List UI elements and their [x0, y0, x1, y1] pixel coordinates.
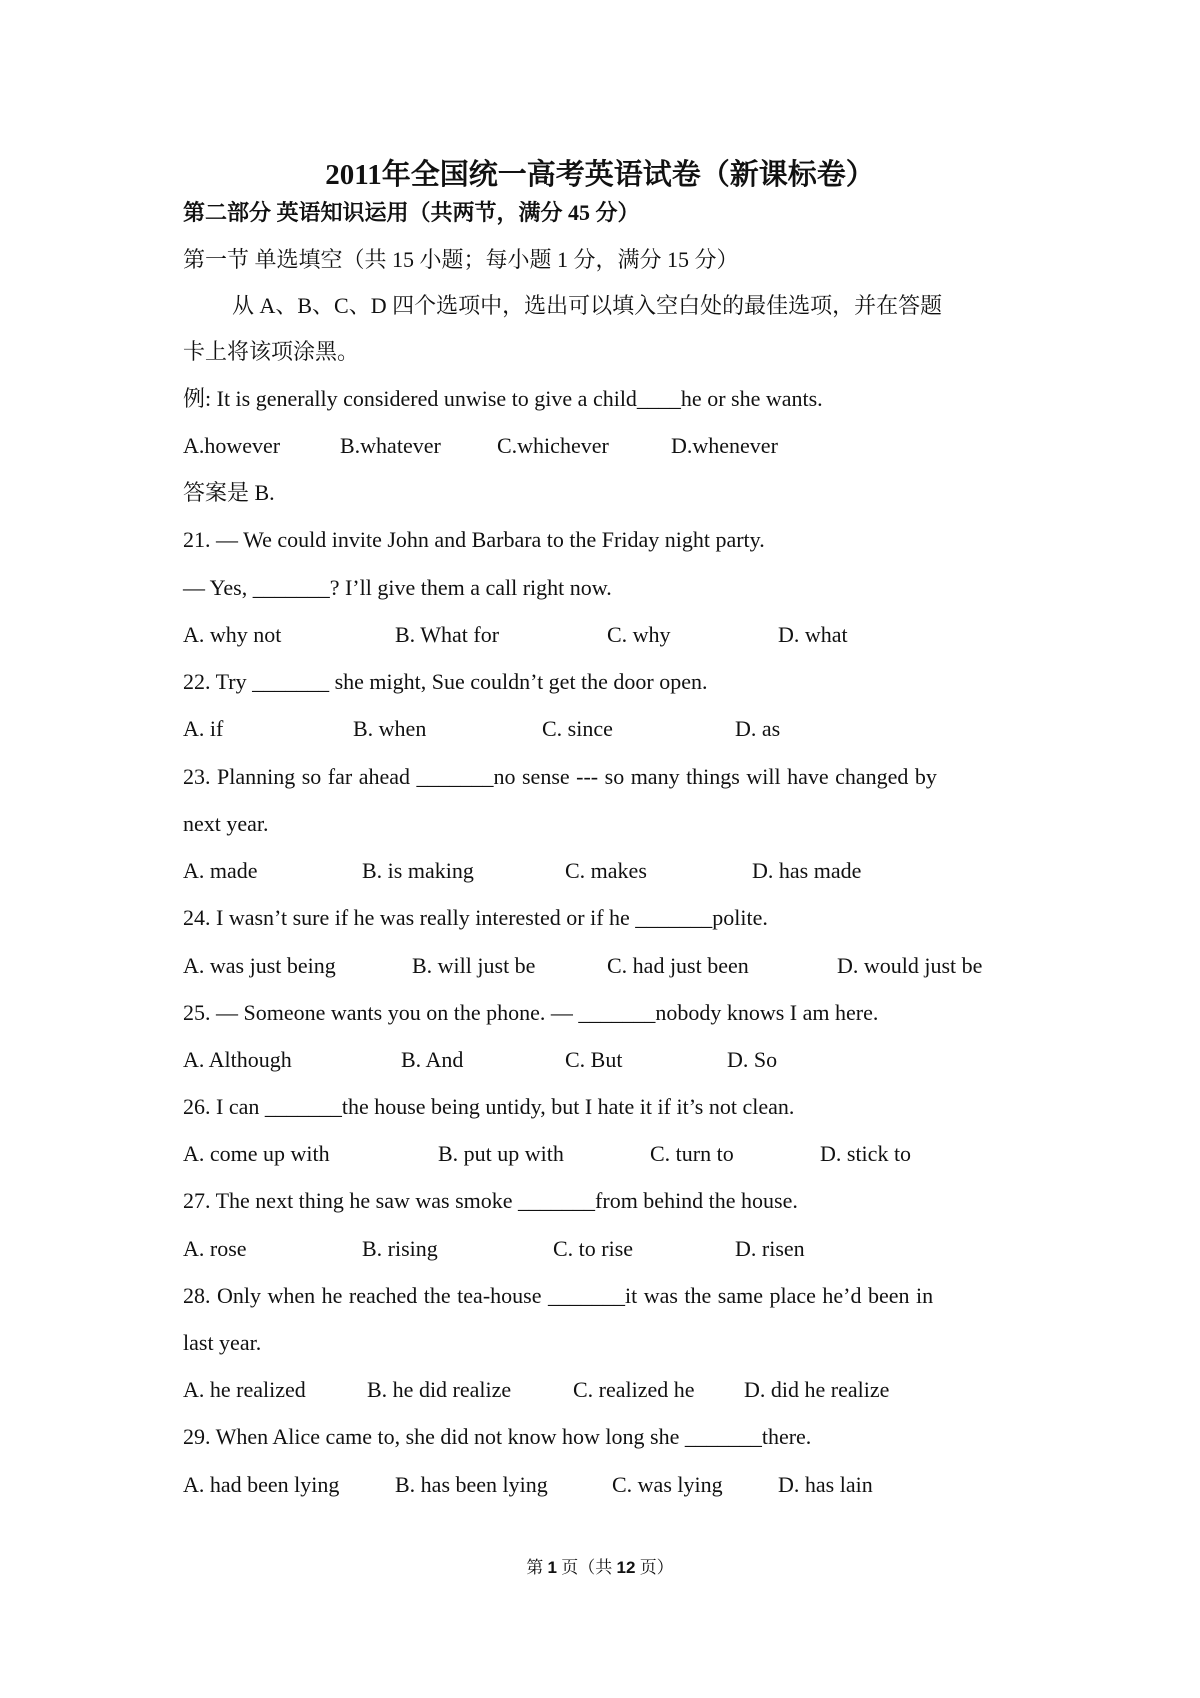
- question-28-line-2: last year.: [183, 1330, 262, 1355]
- question-23-option-a: A. made: [183, 858, 258, 883]
- question-26-line-1: 26. I can _______the house being untidy, but I hate it if it’s not clean.: [183, 1094, 795, 1119]
- question-23-line-2: next year.: [183, 811, 269, 836]
- question-22-option-a: A. if: [183, 716, 224, 741]
- question-27-option-d: D. risen: [735, 1236, 805, 1261]
- question-21-line-2: — Yes, _______? I’ll give them a call right now.: [183, 575, 612, 600]
- instruction-line-1: 从 A、B、C、D 四个选项中，选出可以填入空白处的最佳选项，并在答题: [232, 293, 943, 318]
- footer-page-number: 1: [547, 1558, 558, 1577]
- part-heading: 第二部分 英语知识运用（共两节，满分 45 分）: [183, 200, 640, 225]
- question-25-line-1: 25. — Someone wants you on the phone. — _______nobody knows I am here.: [183, 1000, 879, 1025]
- question-29-option-a: A. had been lying: [183, 1472, 340, 1497]
- question-27-line-1: 27. The next thing he saw was smoke _______from behind the house.: [183, 1188, 798, 1213]
- question-23-option-b: B. is making: [362, 858, 474, 883]
- question-29-option-d: D. has lain: [778, 1472, 873, 1497]
- footer-suffix: 页）: [639, 1558, 674, 1577]
- question-28-option-d: D. did he realize: [744, 1377, 890, 1402]
- question-27-option-a: A. rose: [183, 1236, 247, 1261]
- question-21-option-a: A. why not: [183, 622, 282, 647]
- question-23-option-c: C. makes: [565, 858, 647, 883]
- question-24-option-c: C. had just been: [607, 953, 749, 978]
- instruction-line-2: 卡上将该项涂黑。: [183, 339, 360, 364]
- question-27-option-c: C. to rise: [553, 1236, 634, 1261]
- question-22-option-b: B. when: [353, 716, 427, 741]
- question-29-option-b: B. has been lying: [395, 1472, 548, 1497]
- page-title: 2011年全国统一高考英语试卷（新课标卷）: [325, 159, 875, 191]
- question-24-option-a: A. was just being: [183, 953, 336, 978]
- question-27-option-b: B. rising: [362, 1236, 438, 1261]
- question-21-option-c: C. why: [607, 622, 671, 647]
- question-26-option-c: C. turn to: [650, 1141, 734, 1166]
- question-26-option-a: A. come up with: [183, 1141, 330, 1166]
- example-stem: 例: It is generally considered unwise to give a child____he or she wants.: [183, 386, 823, 411]
- question-28-line-1: 28. Only when he reached the tea-house _______it was the same place he’d been in: [183, 1283, 934, 1308]
- question-24-option-b: B. will just be: [412, 953, 536, 978]
- question-25-option-b: B. And: [401, 1047, 464, 1072]
- example-answer: 答案是 B.: [183, 480, 275, 505]
- question-23-option-d: D. has made: [752, 858, 862, 883]
- question-28-option-a: A. he realized: [183, 1377, 306, 1402]
- question-22-line-1: 22. Try _______ she might, Sue couldn’t get the door open.: [183, 669, 708, 694]
- section-heading: 第一节 单选填空（共 15 小题；每小题 1 分，满分 15 分）: [183, 247, 739, 272]
- question-23-line-1: 23. Planning so far ahead _______no sense --- so many things will have changed by: [183, 764, 937, 789]
- question-26-option-b: B. put up with: [438, 1141, 564, 1166]
- footer-prefix: 第: [526, 1558, 544, 1577]
- question-21-option-b: B. What for: [395, 622, 500, 647]
- example-option-d: D.whenever: [671, 433, 778, 458]
- question-28-option-b: B. he did realize: [367, 1377, 512, 1402]
- question-22-option-d: D. as: [735, 716, 781, 741]
- question-29-option-c: C. was lying: [612, 1472, 723, 1497]
- question-21-option-d: D. what: [778, 622, 848, 647]
- question-22-option-c: C. since: [542, 716, 613, 741]
- question-26-option-d: D. stick to: [820, 1141, 912, 1166]
- example-option-a: A.however: [183, 433, 281, 458]
- question-29-line-1: 29. When Alice came to, she did not know how long she _______there.: [183, 1424, 812, 1449]
- question-24-line-1: 24. I wasn’t sure if he was really interested or if he _______polite.: [183, 905, 768, 930]
- question-25-option-c: C. But: [565, 1047, 623, 1072]
- question-24-option-d: D. would just be: [837, 953, 983, 978]
- question-25-option-d: D. So: [727, 1047, 778, 1072]
- question-21-line-1: 21. — We could invite John and Barbara to the Friday night party.: [183, 527, 765, 552]
- question-28-option-c: C. realized he: [573, 1377, 695, 1402]
- page-footer: [0, 1556, 1200, 1580]
- example-option-c: C.whichever: [497, 433, 609, 458]
- example-option-b: B.whatever: [340, 433, 441, 458]
- question-25-option-a: A. Although: [183, 1047, 292, 1072]
- footer-total-pages: 12: [616, 1558, 636, 1577]
- footer-middle: 页（共: [561, 1558, 613, 1577]
